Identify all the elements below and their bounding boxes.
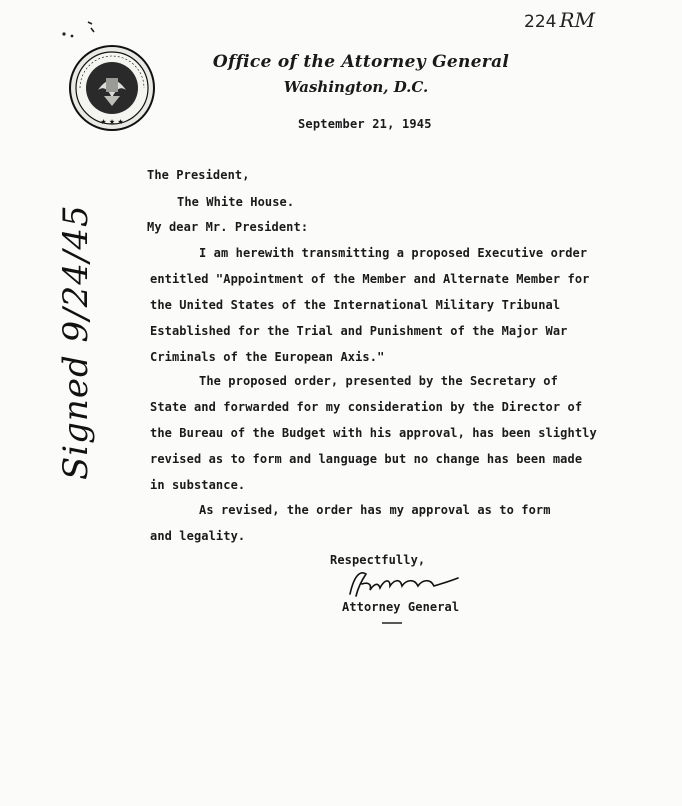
svg-text:★ ★ ★: ★ ★ ★: [100, 118, 124, 126]
paragraph-2-line-4: revised as to form and language but no change has been made: [150, 452, 583, 466]
margin-marks: [58, 18, 108, 40]
underline-mark: [380, 620, 404, 626]
file-number: 224: [524, 12, 557, 32]
paragraph-1-line-1: I am herewith transmitting a proposed Executive order: [199, 246, 588, 260]
paragraph-1-line-5: Criminals of the European Axis.": [150, 350, 385, 364]
paragraph-2-line-3: the Bureau of the Budget with his approval, has been slightly: [150, 426, 597, 440]
letter-date: September 21, 1945: [298, 117, 432, 131]
address-line-2: The White House.: [177, 195, 295, 209]
paragraph-2-line-5: in substance.: [150, 478, 246, 492]
paragraph-3-line-1: As revised, the order has my approval as to form: [199, 503, 551, 517]
paragraph-1-line-2: entitled "Appointment of the Member and Alternate Member for: [150, 272, 590, 286]
paragraph-1-line-4: Established for the Trial and Punishment of the Major War: [150, 324, 568, 338]
address-line-1: The President,: [147, 168, 250, 182]
signature-image: [344, 566, 464, 600]
letterhead-place: Washington, D.C.: [283, 78, 429, 96]
file-annotation: [524, 8, 595, 32]
paragraph-3-line-2: and legality.: [150, 529, 246, 543]
paragraph-1-line-3: the United States of the International Military Tribunal: [150, 298, 561, 312]
salutation: My dear Mr. President:: [147, 220, 309, 234]
paragraph-2-line-2: State and forwarded for my consideration by the Director of: [150, 400, 583, 414]
file-initials: RM: [559, 8, 595, 32]
handwritten-signed-note: Signed 9/24/45: [56, 204, 96, 480]
signer-title: Attorney General: [342, 600, 460, 614]
paragraph-2-line-1: The proposed order, presented by the Secretary of: [199, 374, 558, 388]
letterhead-office: Office of the Attorney General: [212, 52, 510, 72]
closing: Respectfully,: [330, 553, 426, 567]
